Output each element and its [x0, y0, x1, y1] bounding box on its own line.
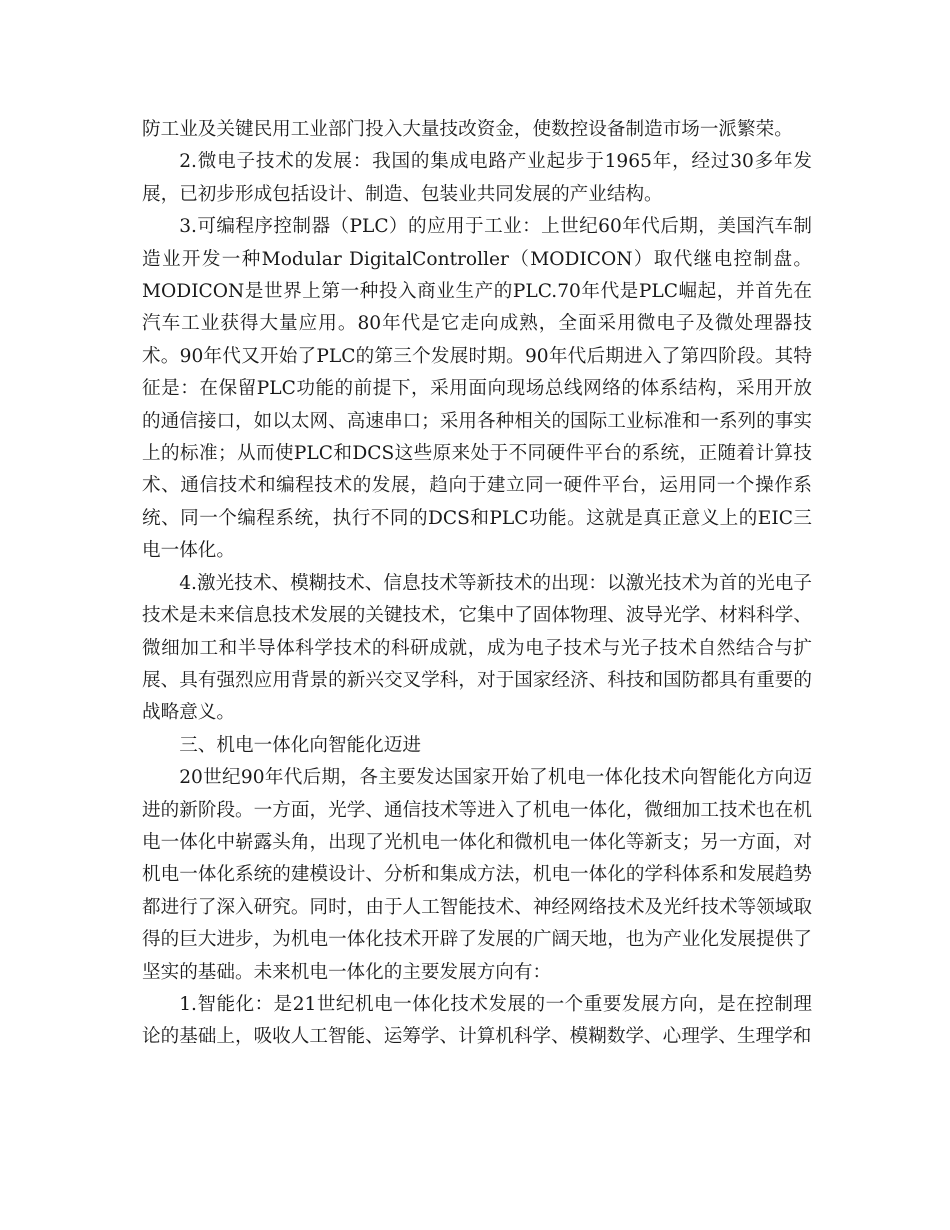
paragraph-plc: 3.可编程序控制器（PLC）的应用于工业：上世纪60年代后期，美国汽车制造业开发一种Modular DigitalController（MODICON）取代继电控制盘。MODICON是世界上第一种投入商业生产的PLC.70年代是PLC崛起，并首先在汽车工业获得大量应用。80年代是它走向成熟，全面采用微电子及微处理器技术。90年代又开始了PLC的第三个发展时期。90年代后期进入了第四阶段。其特征是：在保留PLC功能的前提下，采用面向现场总线网络的体系结构，采用开放的通信接口，如以太网、高速串口；采用各种相关的国际工业标准和一系列的事实上的标准；从而使PLC和DCS这些原来处于不同硬件平台的系统，正随着计算技术、通信技术和编程技术的发展，趋向于建立同一硬件平台，运用同一个操作系统、同一个编程系统，执行不同的DCS和PLC功能。这就是真正意义上的EIC三电一体化。: [142, 216, 812, 562]
paragraph-intelligence-era: 20世纪90年代后期，各主要发达国家开始了机电一体化技术向智能化方向迈进的新阶段。一方面，光学、通信技术等进入了机电一体化，微细加工技术也在机电一体化中崭露头角，出现了光机电一体化和微机电一体化等新支；另一方面，对机电一体化系统的建模设计、分析和集成方法，机电一体化的学科体系和发展趋势都进行了深入研究。同时，由于人工智能技术、神经网络技术及光纤技术等领域取得的巨大进步，为机电一体化技术开辟了发展的广阔天地，也为产业化发展提供了坚实的基础。未来机电一体化的主要发展方向有：: [142, 767, 812, 983]
section-heading: 三、机电一体化向智能化迈进: [179, 734, 421, 756]
paragraph-intelligent-direction: 1.智能化：是21世纪机电一体化技术发展的一个重要发展方向，是在控制理论的基础上，吸收人工智能、运筹学、计算机科学、模糊数学、心理学、生理学和: [142, 993, 812, 1048]
document-body: [142, 114, 812, 1054]
paragraph-laser-technology: 4.激光技术、模糊技术、信息技术等新技术的出现：以激光技术为首的光电子技术是未来信息技术发展的关键技术，它集中了固体物理、波导光学、材料科学、微细加工和半导体科学技术的科研成就，成为电子技术与光子技术自然结合与扩展、具有强烈应用背景的新兴交叉学科，对于国家经济、科技和国防都具有重要的战略意义。: [142, 572, 812, 724]
paragraph-microelectronics: 2.微电子技术的发展：我国的集成电路产业起步于1965年，经过30多年发展，已初步形成包括设计、制造、包装业共同发展的产业结构。: [142, 151, 812, 205]
paragraph-continuation: 防工业及关键民用工业部门投入大量技改资金，使数控设备制造市场一派繁荣。: [142, 119, 793, 140]
